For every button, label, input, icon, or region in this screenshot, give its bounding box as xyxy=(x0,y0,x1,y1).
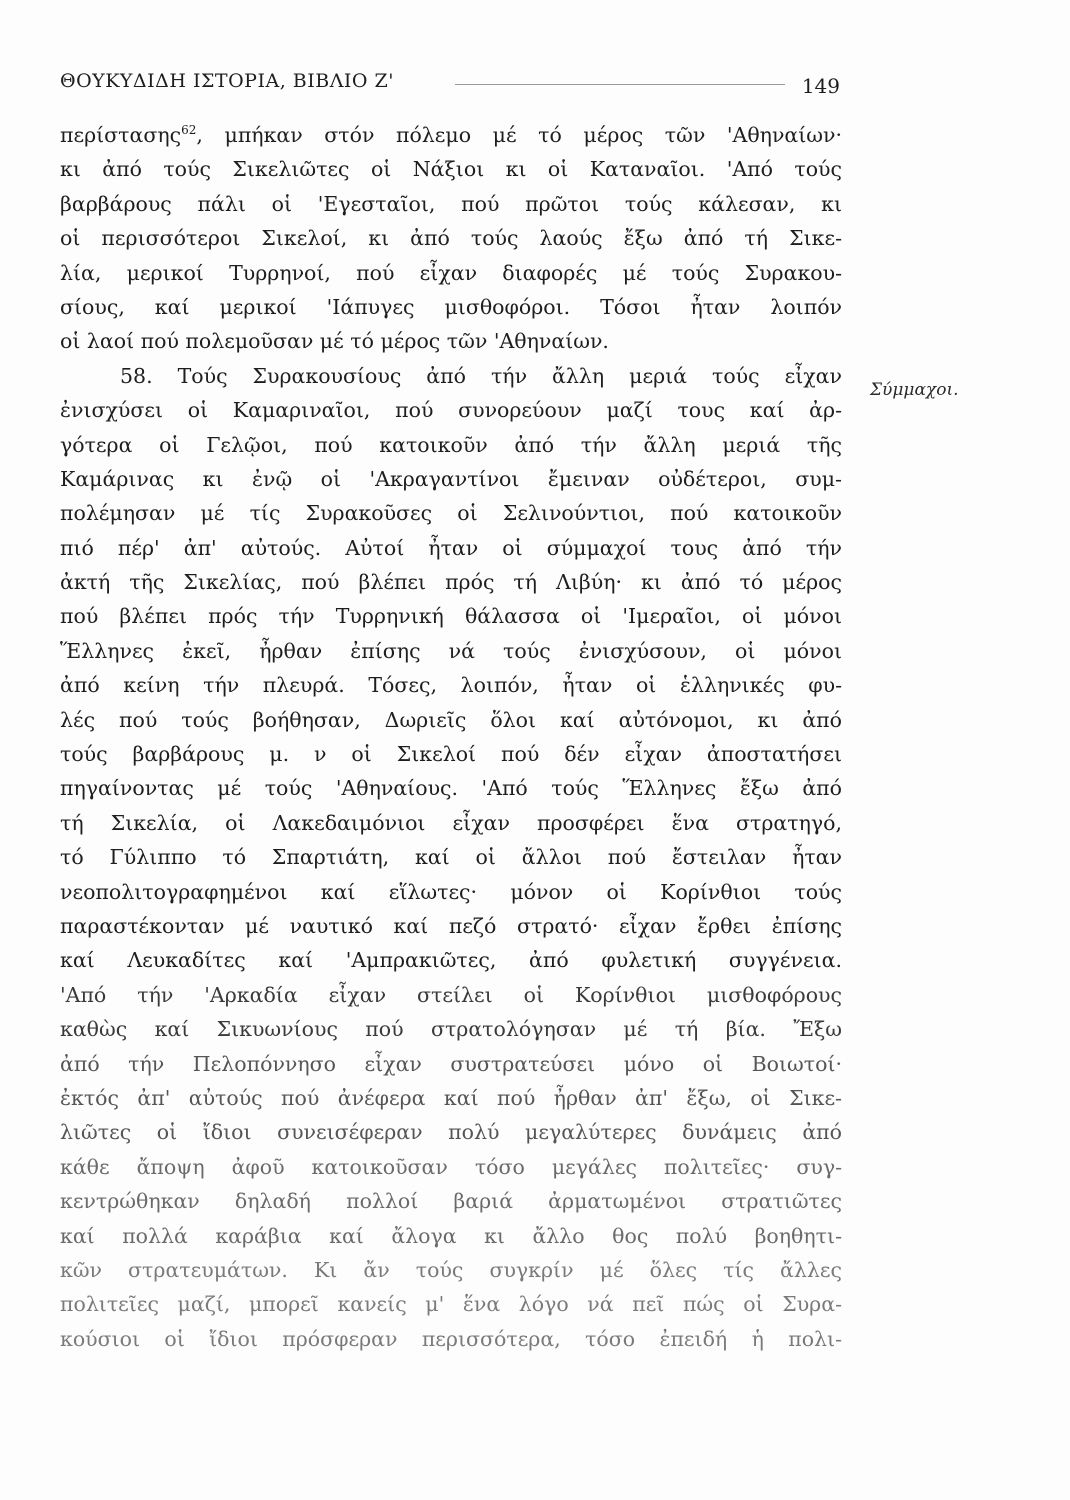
text-line: Καμάρινας κι ἐνῷ οἱ 'Ακραγαντίνοι ἔμειναν οὐδέτεροι, συμ- xyxy=(60,466,842,491)
text-line: σίους, καί μερικοί 'Ιάπυγες μισθοφόροι. Τόσοι ἦταν λοιπόν xyxy=(60,294,842,319)
page-number: 149 xyxy=(801,74,840,98)
text-line: πού βλέπει πρός τήν Τυρρηνική θάλασσα οἱ 'Ιμεραῖοι, οἱ μόνοι xyxy=(60,604,842,629)
body-text xyxy=(60,118,842,1356)
text-line xyxy=(60,118,842,152)
text-line: ἀκτή τῆς Σικελίας, πού βλέπει πρός τή Λιβύη· κι ἀπό τό μέρος xyxy=(60,570,842,595)
text-line: πηγαίνοντας μέ τούς 'Αθηναίους. 'Από τούς Ἕλληνες ἔξω ἀπό xyxy=(60,776,842,801)
text-line: οἱ περισσότεροι Σικελοί, κι ἀπό τούς λαούς ἔξω ἀπό τή Σικε- xyxy=(60,226,842,251)
text-line: καί πολλά καράβια καί ἄλογα κι ἄλλο θος πολύ βοηθητι- xyxy=(60,1223,842,1248)
text-line: καθὼς καί Σικυωνίους πού στρατολόγησαν μέ τή βία. Ἔξω xyxy=(60,1017,842,1042)
text-line: νεοπολιτογραφημένοι καί εἵλωτες· μόνον οἱ Κορίνθιοι τούς xyxy=(60,879,842,904)
text-line: κάθε ἄποψη ἀφοῦ κατοικοῦσαν τόσο μεγάλες πολιτεῖες· συγ- xyxy=(60,1154,842,1179)
text-line: ἐκτός ἀπ' αὐτούς πού ἀνέφερα καί πού ἦρθαν ἀπ' ἔξω, οἱ Σικε- xyxy=(60,1085,842,1110)
text-line: κι ἀπό τούς Σικελιῶτες οἱ Νάξιοι κι οἱ Καταναῖοι. 'Από τούς xyxy=(60,157,842,182)
text-line: ἀπό τήν Πελοπόννησο εἶχαν συστρατεύσει μόνο οἱ Βοιωτοί· xyxy=(60,1051,842,1076)
text-line: τό Γύλιππο τό Σπαρτιάτη, καί οἱ ἄλλοι πού ἔστειλαν ἦταν xyxy=(60,845,842,870)
text-line: τή Σικελία, οἱ Λακεδαιμόνιοι εἶχαν προσφέρει ἕνα στρατηγό, xyxy=(60,810,842,835)
text-line: οἱ λαοί πού πολεμοῦσαν μέ τό μέρος τῶν 'Αθηναίων. xyxy=(60,329,609,354)
text-line: τούς βαρβάρους μ. ν οἱ Σικελοί πού δέν εἶχαν ἀποστατήσει xyxy=(60,742,842,767)
text-line: πολέμησαν μέ τίς Συρακοῦσες οἱ Σελινούντιοι, πού κατοικοῦν xyxy=(60,501,842,526)
line-start: περίστασης xyxy=(60,123,182,147)
text-line: λές πού τούς βοήθησαν, Δωριεῖς ὅλοι καί αὐτόνομοι, κι ἀπό xyxy=(60,707,842,732)
text-line: 'Από τήν 'Αρκαδία εἶχαν στείλει οἱ Κορίνθιοι μισθοφόρους xyxy=(60,982,842,1007)
text-line: πολιτεῖες μαζί, μπορεῖ κανείς μ' ἕνα λόγο νά πεῖ πώς οἱ Συρα- xyxy=(60,1292,842,1317)
text-line: ἐνισχύσει οἱ Καμαριναῖοι, πού συνορεύουν μαζί τους καί ἀρ- xyxy=(60,398,842,423)
running-header xyxy=(60,70,840,100)
text-line: βαρβάρους πάλι οἱ 'Εγεσταῖοι, πού πρῶτοι τούς κάλεσαν, κι xyxy=(60,191,842,216)
footnote-marker: 62 xyxy=(181,123,197,138)
text-line: ἀπό κείνη τήν πλευρά. Τόσες, λοιπόν, ἦταν οἱ ἑλληνικές φυ- xyxy=(60,673,842,698)
margin-note: Σύμμαχοι. xyxy=(870,380,959,400)
text-line: λία, μερικοί Τυρρηνοί, πού εἶχαν διαφορές μέ τούς Συρακου- xyxy=(60,260,842,285)
text-line: κούσιοι οἱ ἴδιοι πρόσφεραν περισσότερα, τόσο ἐπειδή ἡ πολι- xyxy=(60,1326,842,1351)
text-line: παραστέκονταν μέ ναυτικό καί πεζό στρατό· εἶχαν ἔρθει ἐπίσης xyxy=(60,913,842,938)
running-title: ΘΟΥΚΥΔΙΔΗ ΙΣΤΟΡΙΑ, ΒΙΒΛΙΟ Ζ' xyxy=(60,70,394,92)
text-line: Ἕλληνες ἐκεῖ, ἦρθαν ἐπίσης νά τούς ἐνισχύσουν, οἱ μόνοι xyxy=(60,638,842,663)
header-rule xyxy=(455,84,785,85)
text-line: πιό πέρ' ἀπ' αὐτούς. Αὐτοί ἦταν οἱ σύμμαχοί τους ἀπό τήν xyxy=(60,535,842,560)
text-line: κῶν στρατευμάτων. Κι ἄν τούς συγκρίν μέ ὅλες τίς ἄλλες xyxy=(60,1257,842,1282)
text-line: καί Λευκαδίτες καί 'Αμπρακιῶτες, ἀπό φυλετική συγγένεια. xyxy=(60,948,842,973)
line-rest: , μπήκαν στόν πόλεμο μέ τό μέρος τῶν 'Αθηναίων· xyxy=(196,123,842,147)
text-line: κεντρώθηκαν δηλαδή πολλοί βαριά ἀρματωμένοι στρατιῶτες xyxy=(60,1189,842,1214)
text-line: γότερα οἱ Γελῷοι, πού κατοικοῦν ἀπό τήν ἄλλη μεριά τῆς xyxy=(60,432,842,457)
text-line: λιῶτες οἱ ἴδιοι συνεισέφεραν πολύ μεγαλύτερες δυνάμεις ἀπό xyxy=(60,1120,842,1145)
chapter-58-start: 58. Τούς Συρακουσίους ἀπό τήν ἄλλη μεριά τούς εἶχαν xyxy=(120,363,842,388)
